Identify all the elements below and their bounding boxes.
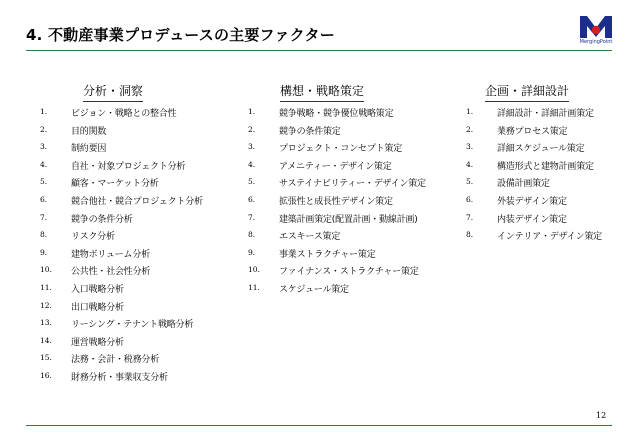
item-text: 構造形式と建物計画策定 — [497, 161, 594, 172]
item-text: 業務プロセス策定 — [497, 126, 568, 137]
item-text: 詳細設計・詳細計画策定 — [497, 109, 594, 119]
slide-title: 4. 不動産事業プロデュースの主要ファクター — [26, 26, 335, 44]
title-divider — [26, 50, 612, 51]
item-text: 拡張性と成長性デザイン策定 — [279, 196, 393, 207]
item-number: 2. — [466, 124, 474, 134]
item-text: 財務分析・事業収支分析 — [71, 372, 168, 383]
item-number: 6. — [40, 194, 48, 204]
item-text: 外装デザイン策定 — [497, 196, 567, 207]
column-heading-label: 分析・洞察 — [83, 82, 143, 102]
item-number: 10. — [40, 265, 52, 275]
item-number: 10. — [248, 265, 260, 275]
column-heading — [280, 82, 365, 104]
item-number: 5. — [466, 177, 474, 187]
item-number: 8. — [40, 230, 48, 240]
item-number: 3. — [248, 142, 256, 152]
page-number: 12 — [596, 411, 607, 420]
item-number: 1. — [248, 107, 256, 116]
item-text: 運営戦略分析 — [71, 337, 124, 348]
item-text: 内装デザイン策定 — [497, 214, 567, 225]
item-text: アメニティー・デザイン策定 — [279, 161, 392, 172]
item-text: 競争の条件分析 — [71, 214, 133, 225]
item-number: 9. — [248, 247, 256, 257]
item-text: サステイナビリティー・デザイン策定 — [279, 179, 426, 190]
item-text: 競争戦略・競争優位戦略策定 — [279, 109, 394, 119]
column-heading-label: 企画・詳細設計 — [485, 82, 569, 102]
item-text: 競合他社・競合プロジェクト分析 — [71, 196, 203, 207]
item-number: 11. — [40, 282, 52, 292]
item-number: 1. — [466, 107, 474, 116]
item-text: 入口戦略分析 — [71, 284, 124, 295]
item-number: 2. — [248, 124, 256, 134]
item-text: 法務・会計・税務分析 — [71, 355, 160, 366]
column-heading — [83, 82, 153, 104]
item-number: 8. — [248, 230, 256, 240]
item-number: 4. — [248, 159, 256, 169]
item-text: リスク分析 — [71, 232, 115, 243]
item-text: 顧客・マーケット分析 — [71, 179, 159, 190]
item-number: 7. — [248, 212, 256, 222]
item-number: 5. — [40, 177, 48, 187]
item-text: インテリア・デザイン策定 — [497, 232, 602, 243]
item-text: 目的関数 — [71, 126, 107, 137]
item-number: 3. — [40, 142, 48, 152]
company-logo — [574, 12, 618, 46]
item-number: 7. — [466, 212, 474, 222]
item-text: 設備計画策定 — [497, 179, 550, 190]
item-text: ビジョン・戦略との整合性 — [71, 109, 177, 119]
item-number: 16. — [40, 370, 52, 380]
item-number: 6. — [248, 194, 256, 204]
item-text: プロジェクト・コンセプト策定 — [279, 144, 403, 155]
item-number: 8. — [466, 230, 474, 240]
logo-mark-icon — [574, 12, 618, 40]
item-number: 6. — [466, 194, 474, 204]
item-number: 15. — [40, 353, 52, 363]
item-number: 14. — [40, 335, 52, 345]
item-number: 9. — [40, 247, 48, 257]
item-number: 4. — [40, 159, 48, 169]
item-number: 3. — [466, 142, 474, 152]
item-text: 公共性・社会性分析 — [71, 267, 151, 278]
item-text: 詳細スケジュール策定 — [497, 144, 585, 155]
item-number: 7. — [40, 212, 48, 222]
item-text: リーシング・テナント戦略分析 — [71, 320, 194, 331]
item-text: 事業ストラクチャー策定 — [279, 249, 376, 260]
item-number: 4. — [466, 159, 474, 169]
item-number: 12. — [40, 300, 52, 310]
item-text: 出口戦略分析 — [71, 302, 124, 313]
item-number: 11. — [248, 282, 260, 292]
item-number: 13. — [40, 318, 52, 328]
item-text: ファイナンス・ストラクチャー策定 — [279, 267, 419, 278]
item-number: 1. — [40, 107, 48, 116]
item-text: 建物ボリューム分析 — [71, 249, 150, 260]
item-text: 制約要因 — [71, 144, 107, 155]
item-text: 競争の条件策定 — [279, 126, 341, 137]
column-heading-label: 構想・戦略策定 — [280, 82, 364, 102]
item-text: スケジュール策定 — [279, 284, 349, 295]
item-number: 2. — [40, 124, 48, 134]
item-text: 自社・対象プロジェクト分析 — [71, 161, 186, 172]
item-number: 5. — [248, 177, 256, 187]
item-text: エスキース策定 — [279, 232, 341, 243]
logo-caption: MergingPoint — [579, 39, 613, 45]
footer-divider — [26, 425, 612, 426]
column-heading — [485, 82, 572, 104]
item-text: 建築計画策定(配置計画・動線計画) — [279, 214, 418, 225]
